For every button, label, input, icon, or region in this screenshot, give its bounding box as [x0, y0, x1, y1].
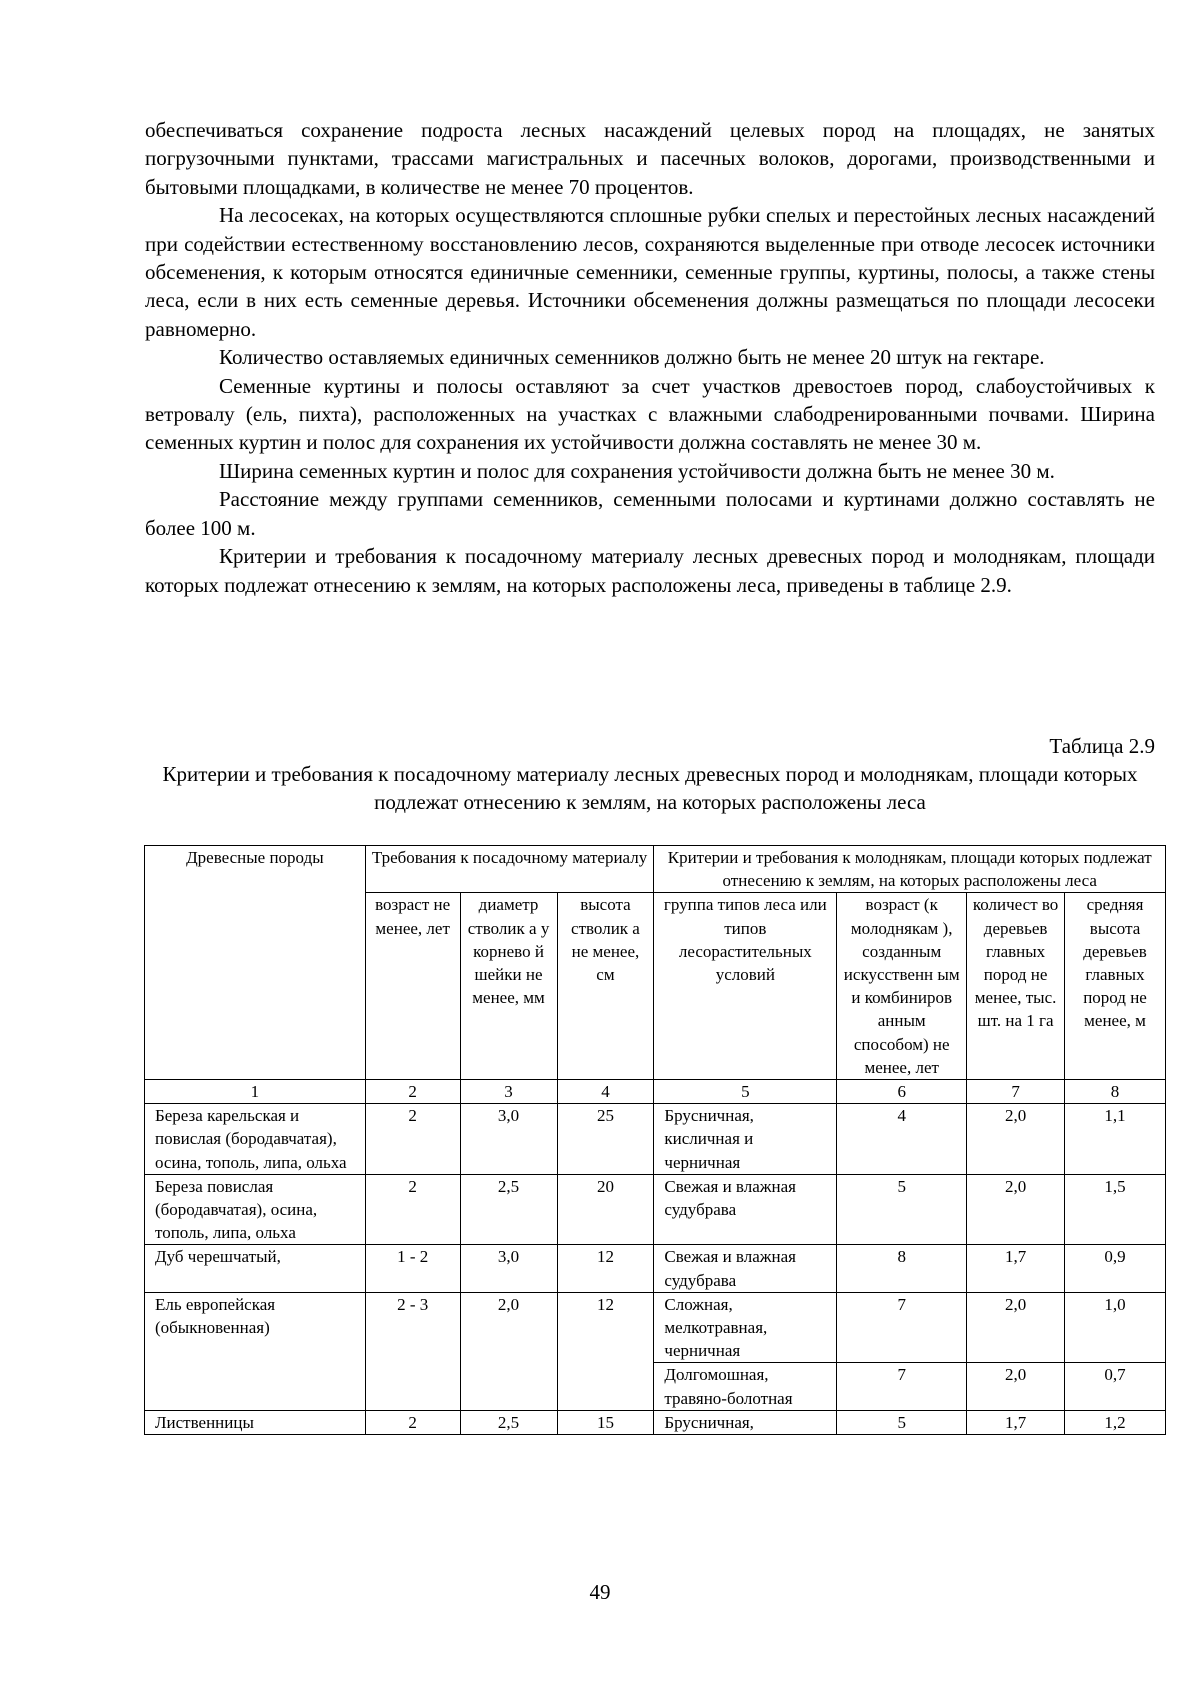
cell-tree-count: 2,0 — [967, 1174, 1065, 1245]
cell-tree-count: 2,0 — [967, 1292, 1065, 1363]
header-average-height: средняя высота деревьев главных пород не менее, м — [1065, 893, 1166, 1080]
header-age: возраст не менее, лет — [365, 893, 460, 1080]
cell-average-height: 0,7 — [1065, 1363, 1166, 1410]
cell-forest-type: Брусничная, — [654, 1410, 837, 1434]
cell-forest-type: Брусничная, кисличная и черничная — [654, 1104, 837, 1175]
cell-tree-count: 1,7 — [967, 1410, 1065, 1434]
column-number: 6 — [837, 1080, 967, 1104]
table-header-row — [145, 846, 1166, 893]
cell-diameter: 2,5 — [460, 1410, 557, 1434]
column-number: 8 — [1065, 1080, 1166, 1104]
cell-young-age: 5 — [837, 1410, 967, 1434]
cell-young-age: 5 — [837, 1174, 967, 1245]
cell-height: 15 — [557, 1410, 654, 1434]
cell-young-age: 7 — [837, 1292, 967, 1363]
header-forest-type: группа типов леса или типов лесорастительных условий — [654, 893, 837, 1080]
cell-diameter: 2,0 — [460, 1292, 557, 1410]
header-diameter: диаметр стволик а у корнево й шейки не менее, мм — [460, 893, 557, 1080]
header-species: Древесные породы — [145, 846, 366, 1080]
column-number: 7 — [967, 1080, 1065, 1104]
paragraph: Семенные куртины и полосы оставляют за счет участков древостоев пород, слабоустойчивых к ветровалу (ель, пихта), расположенных на участках с влажными слабодренированными почвами. Ширина семенных куртин и полос для сохранения их устойчивости должна составлять не менее 30 м. — [145, 373, 1155, 455]
cell-young-age: 7 — [837, 1363, 967, 1410]
column-number: 4 — [557, 1080, 654, 1104]
cell-average-height: 1,1 — [1065, 1104, 1166, 1175]
cell-forest-type: Свежая и влажная судубрава — [654, 1174, 837, 1245]
column-number: 1 — [145, 1080, 366, 1104]
cell-forest-type: Долгомошная, травяно-болотная — [654, 1363, 837, 1410]
cell-young-age: 4 — [837, 1104, 967, 1175]
cell-average-height: 0,9 — [1065, 1245, 1166, 1292]
page-number: 49 — [589, 1580, 611, 1604]
paragraph: Критерии и требования к посадочному материалу лесных древесных пород и молоднякам, площади которых подлежат отнесению к землям, на которых расположены леса, приведены в таблице 2.9. — [145, 544, 1155, 597]
cell-age: 1 - 2 — [365, 1245, 460, 1292]
table-title: Критерии и требования к посадочному материалу лесных древесных пород и молоднякам, площади которых подлежат отнесению к землям, на которых расположены леса — [162, 762, 1138, 814]
header-height: высота стволик а не менее, см — [557, 893, 654, 1080]
header-tree-count: количест во деревьев главных пород не менее, тыс. шт. на 1 га — [967, 893, 1065, 1080]
header-young-age: возраст (к молоднякам ), созданным искусственн ым и комбиниров анным способом) не менее, лет — [837, 893, 967, 1080]
cell-age: 2 — [365, 1174, 460, 1245]
cell-average-height: 1,2 — [1065, 1410, 1166, 1434]
header-young-stands: Критерии и требования к молоднякам, площади которых подлежат отнесению к землям, на которых расположены леса — [654, 846, 1166, 893]
cell-species: Дуб черешчатый, — [145, 1245, 366, 1292]
cell-age: 2 — [365, 1410, 460, 1434]
column-number: 5 — [654, 1080, 837, 1104]
cell-species: Ель европейская (обыкновенная) — [145, 1292, 366, 1410]
table-row — [145, 1174, 1166, 1245]
paragraph: обеспечиваться сохранение подроста лесных насаждений целевых пород на площадях, не занятых погрузочными пунктами, трассами магистральных и пасечных волоков, дорогами, производственными и бытовыми площадками, в количестве не менее 70 процентов. — [145, 118, 1155, 199]
paragraph: На лесосеках, на которых осуществляются сплошные рубки спелых и перестойных лесных насаждений при содействии естественному восстановлению лесов, сохраняются выделенные при отводе лесосек источники обсеменения, к которым относятся единичные семенники, семенные группы, куртины, полосы, а также стены леса, если в них есть семенные деревья. Источники обсеменения должны размещаться по площади лесосеки равномерно. — [145, 203, 1155, 341]
cell-species: Береза повислая (бородавчатая), осина, тополь, липа, ольха — [145, 1174, 366, 1245]
cell-average-height: 1,5 — [1065, 1174, 1166, 1245]
table-row — [145, 1245, 1166, 1292]
criteria-table — [144, 845, 1166, 1435]
cell-tree-count: 2,0 — [967, 1104, 1065, 1175]
cell-diameter: 2,5 — [460, 1174, 557, 1245]
cell-forest-type: Свежая и влажная судубрава — [654, 1245, 837, 1292]
cell-age: 2 — [365, 1104, 460, 1175]
cell-forest-type: Сложная, мелкотравная, черничная — [654, 1292, 837, 1363]
paragraph: Количество оставляемых единичных семенников должно быть не менее 20 штук на гектаре. — [219, 345, 1045, 370]
header-planting-material: Требования к посадочному материалу — [365, 846, 654, 893]
cell-age: 2 - 3 — [365, 1292, 460, 1410]
cell-diameter: 3,0 — [460, 1104, 557, 1175]
column-numbers-row — [145, 1080, 1166, 1104]
table-label: Таблица 2.9 — [1049, 734, 1155, 758]
cell-average-height: 1,0 — [1065, 1292, 1166, 1363]
column-number: 2 — [365, 1080, 460, 1104]
cell-height: 12 — [557, 1292, 654, 1410]
table-row — [145, 1410, 1166, 1434]
cell-height: 20 — [557, 1174, 654, 1245]
table-row — [145, 1292, 1166, 1363]
cell-diameter: 3,0 — [460, 1245, 557, 1292]
cell-species: Лиственницы — [145, 1410, 366, 1434]
cell-height: 25 — [557, 1104, 654, 1175]
cell-young-age: 8 — [837, 1245, 967, 1292]
table-row — [145, 1104, 1166, 1175]
cell-tree-count: 2,0 — [967, 1363, 1065, 1410]
cell-height: 12 — [557, 1245, 654, 1292]
body-text — [145, 116, 1155, 599]
paragraph: Ширина семенных куртин и полос для сохранения устойчивости должна быть не менее 30 м. — [219, 458, 1055, 483]
paragraph: Расстояние между группами семенников, семенными полосами и куртинами должно составлять не более 100 м. — [145, 487, 1155, 540]
cell-tree-count: 1,7 — [967, 1245, 1065, 1292]
cell-species: Береза карельская и повислая (бородавчатая), осина, тополь, липа, ольха — [145, 1104, 366, 1175]
column-number: 3 — [460, 1080, 557, 1104]
